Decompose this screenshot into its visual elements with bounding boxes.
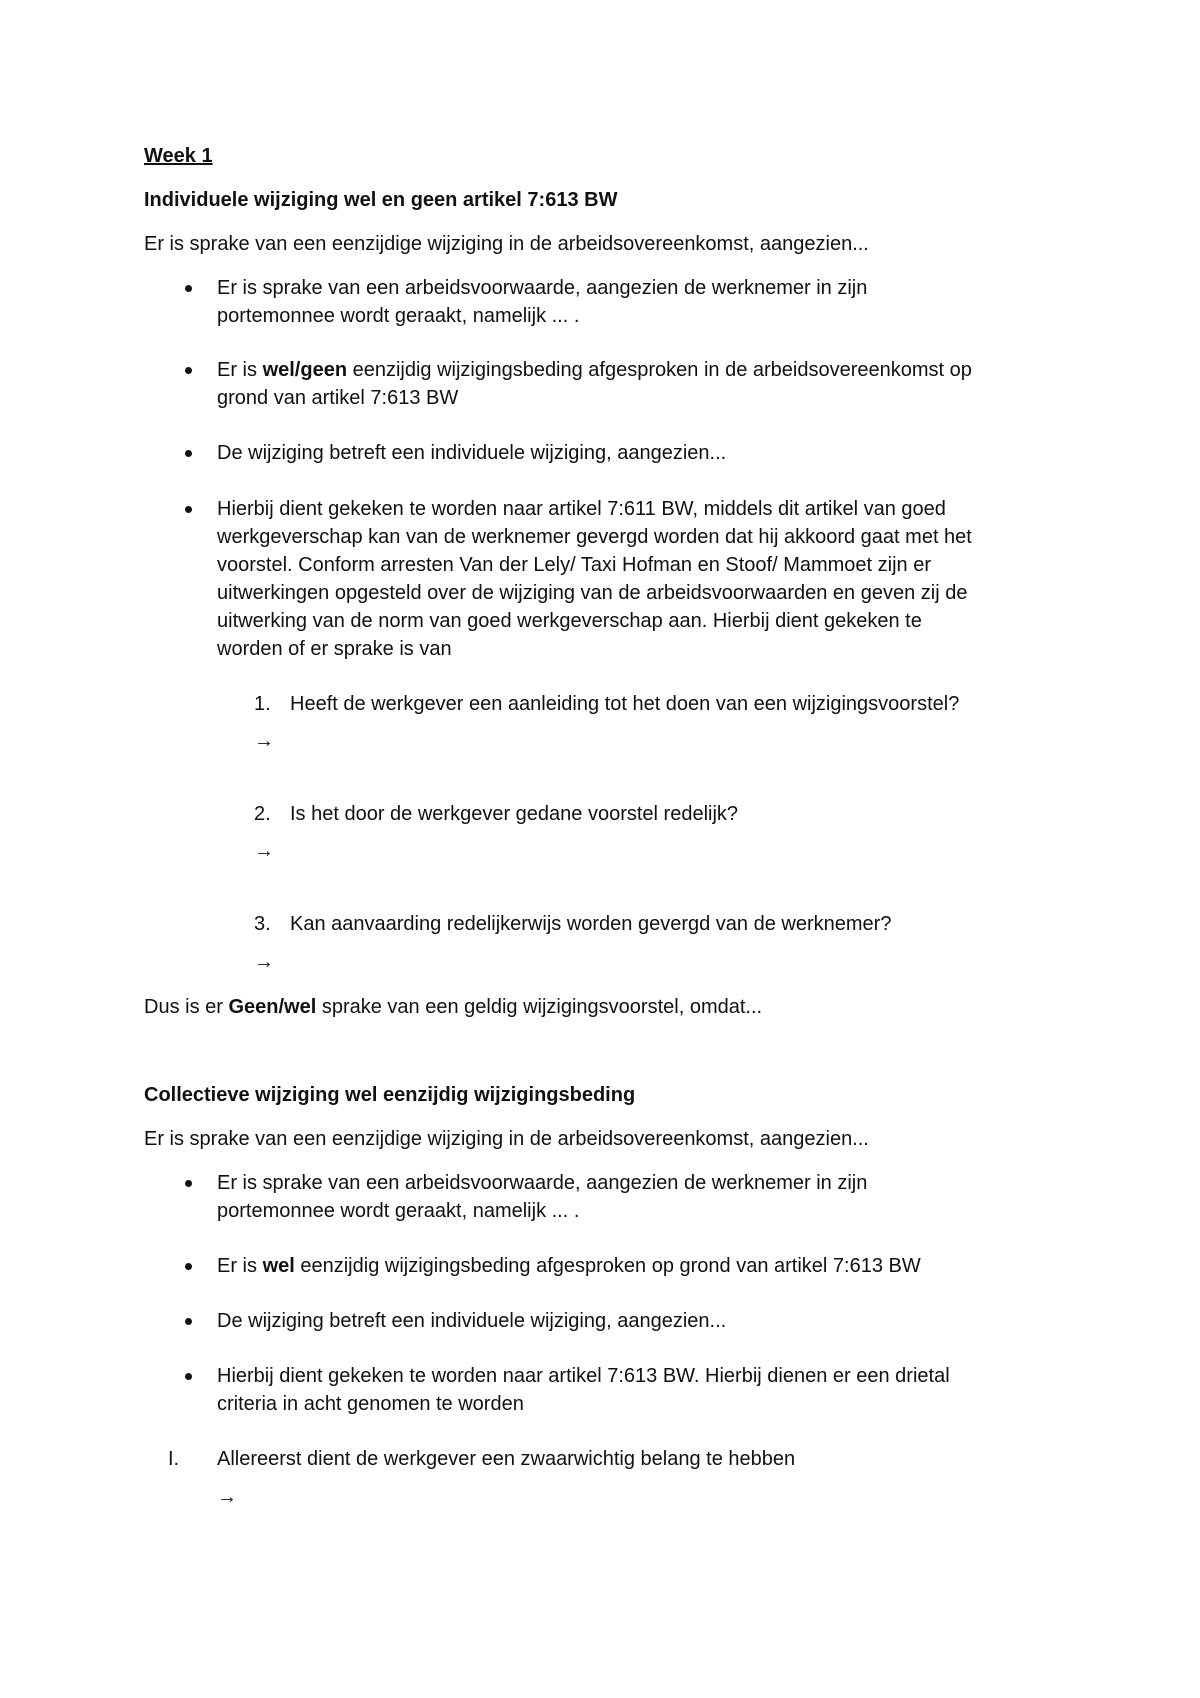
section1-bullet4-line5: uitwerking van de norm van goed werkgeverschap aan. Hierbij dient gekeken te	[217, 610, 922, 632]
s2-bullet2-post: eenzijdig wijzigingsbeding afgesproken op grond van artikel 7:613 BW	[294, 1255, 921, 1277]
section2-heading: Collectieve wijziging wel eenzijdig wijzigingsbeding	[144, 1084, 636, 1106]
conclusion-pre: Dus is er	[144, 996, 229, 1018]
section2-bullet4-line1: Hierbij dient gekeken te worden naar artikel 7:613 BW. Hierbij dienen er een drietal	[217, 1365, 950, 1387]
numbered-item-1-text: Heeft de werkgever een aanleiding tot het doen van een wijzigingsvoorstel?	[290, 693, 960, 715]
numbered-item-3-text: Kan aanvaarding redelijkerwijs worden gevergd van de werknemer?	[290, 913, 892, 935]
bullet2-pre: Er is	[217, 359, 263, 381]
section1-bullet2-line1	[217, 356, 972, 384]
numbered-item-2-text: Is het door de werkgever gedane voorstel redelijk?	[290, 803, 739, 825]
arrow-right-icon: →	[254, 730, 274, 752]
week-title: Week 1	[144, 145, 213, 167]
numbered-item-3-number: 3.	[254, 913, 271, 935]
section2-intro: Er is sprake van een eenzijdige wijziging in de arbeidsovereenkomst, aangezien...	[144, 1128, 869, 1150]
section2-bullet3: De wijziging betreft een individuele wijziging, aangezien...	[217, 1310, 727, 1332]
bullet-icon	[185, 450, 192, 457]
section1-bullet4-line6: worden of er sprake is van	[217, 638, 452, 660]
section1-heading: Individuele wijziging wel en geen artikel 7:613 BW	[144, 189, 618, 211]
arrow-right-icon: →	[254, 951, 274, 973]
section2-bullet1-line1: Er is sprake van een arbeidsvoorwaarde, aangezien de werknemer in zijn	[217, 1172, 868, 1194]
conclusion-post: sprake van een geldig wijzigingsvoorstel, omdat...	[316, 996, 763, 1018]
bullet-icon	[185, 1263, 192, 1270]
section2-bullet4-line2: criteria in acht genomen te worden	[217, 1393, 524, 1415]
arrow-right-icon: →	[217, 1486, 237, 1508]
numbered-item-1-number: 1.	[254, 693, 271, 715]
s2-bullet2-pre: Er is	[217, 1255, 263, 1277]
bullet2-bold: wel/geen	[262, 359, 348, 381]
section1-intro: Er is sprake van een eenzijdige wijziging in de arbeidsovereenkomst, aangezien...	[144, 233, 869, 255]
section1-bullet1-line2: portemonnee wordt geraakt, namelijk ... .	[217, 305, 580, 327]
bullet2-post: eenzijdig wijzigingsbeding afgesproken in de arbeidsovereenkomst op	[347, 359, 972, 381]
bullet-icon	[185, 1373, 192, 1380]
section1-bullet4-line4: uitwerkingen opgesteld over de wijziging van de arbeidsvoorwaarden en geven zij de	[217, 582, 968, 604]
bullet-icon	[185, 1318, 192, 1325]
section2-bullet2	[217, 1252, 921, 1280]
section1-bullet4-line1: Hierbij dient gekeken te worden naar artikel 7:611 BW, middels dit artikel van goed	[217, 498, 946, 520]
s2-bullet2-bold: wel	[262, 1255, 295, 1277]
roman-item-number: I.	[168, 1448, 180, 1470]
section1-bullet3: De wijziging betreft een individuele wijziging, aangezien...	[217, 442, 727, 464]
roman-item-text: Allereerst dient de werkgever een zwaarwichtig belang te hebben	[217, 1448, 796, 1470]
bullet-icon	[185, 367, 192, 374]
section1-bullet1-line1: Er is sprake van een arbeidsvoorwaarde, aangezien de werknemer in zijn	[217, 277, 868, 299]
section1-bullet4-line3: voorstel. Conform arresten Van der Lely/ Taxi Hofman en Stoof/ Mammoet zijn er	[217, 554, 932, 576]
section1-bullet4-line2: werkgeverschap kan van de werknemer gevergd worden dat hij akkoord gaat met het	[217, 526, 972, 548]
arrow-right-icon: →	[254, 840, 274, 862]
numbered-item-2-number: 2.	[254, 803, 271, 825]
section1-bullet2-line2: grond van artikel 7:613 BW	[217, 387, 459, 409]
conclusion-bold: Geen/wel	[228, 996, 317, 1018]
bullet-icon	[185, 506, 192, 513]
bullet-icon	[185, 285, 192, 292]
section1-conclusion	[144, 993, 762, 1021]
bullet-icon	[185, 1180, 192, 1187]
section2-bullet1-line2: portemonnee wordt geraakt, namelijk ... .	[217, 1200, 580, 1222]
